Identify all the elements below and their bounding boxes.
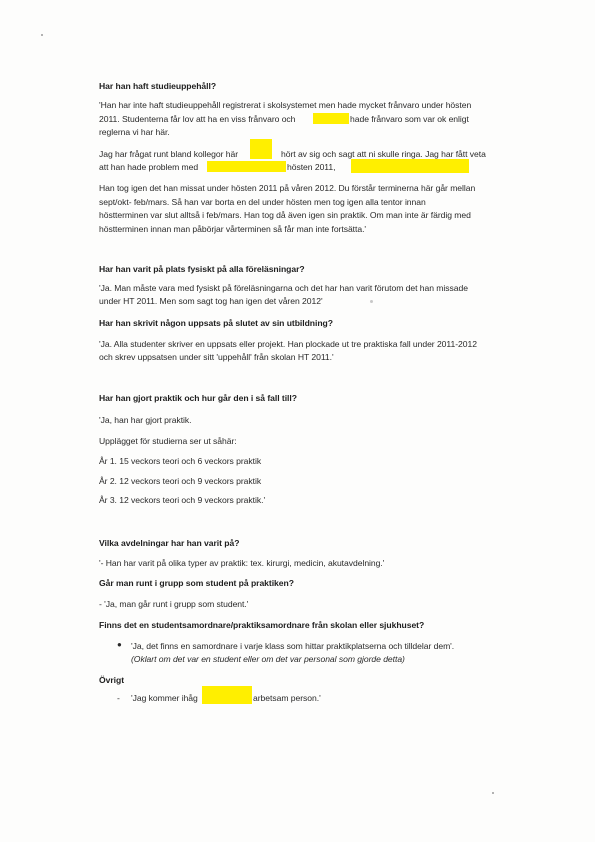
paragraph-line: 'Ja, han har gjort praktik. — [99, 415, 192, 425]
scan-speck — [41, 34, 43, 36]
redaction-mark — [202, 686, 252, 704]
heading-ovrigt: Övrigt — [99, 675, 125, 685]
redaction-mark — [207, 161, 286, 172]
paragraph-line: 2011. Studenterna får lov att ha en viss frånvaro och — [99, 114, 296, 124]
paragraph-line: under HT 2011. Men som sagt tog han igen det våren 2012' — [99, 296, 323, 306]
scan-speck — [370, 300, 373, 303]
heading-avdelningar: Vilka avdelningar har han varit på? — [99, 538, 240, 548]
paragraph-line: Upplägget för studierna ser ut såhär: — [99, 436, 237, 446]
paragraph-line: höstterminen innan man påbörjar vårterminen så får man inte fortsätta.' — [99, 224, 367, 234]
heading-studieuppehall: Har han haft studieuppehåll? — [99, 81, 217, 91]
paragraph-line: hösten 2011, — [287, 162, 336, 172]
paragraph-line: År 2. 12 veckors teori och 9 veckors praktik — [99, 476, 262, 486]
paragraph-line: hört av sig och sagt att ni skulle ringa. Jag har fått veta — [281, 149, 486, 159]
paragraph-line: 'Jag kommer ihåg — [131, 693, 198, 703]
paragraph-line: arbetsam person.' — [253, 693, 321, 703]
note-line: (Oklart om det var en student eller om det var personal som gjorde detta) — [131, 654, 405, 664]
bullet-icon: ● — [117, 640, 122, 649]
paragraph-line: 'Han har inte haft studieuppehåll registrerat i skolsystemet men hade mycket frånvaro under hösten — [99, 100, 472, 110]
paragraph-line: '- Han har varit på olika typer av praktik: tex. kirurgi, medicin, akutavdelning.' — [99, 558, 385, 568]
paragraph-line: 'Ja. Alla studenter skriver en uppsats eller projekt. Han plockade ut tre praktiska fall under 2011-2012 — [99, 339, 477, 349]
paragraph-line: höstterminen var slut alltså i feb/mars. Han tog då även igen sin praktik. Om man inte är färdig med — [99, 210, 471, 220]
paragraph-line: 'Ja. Man måste vara med fysiskt på föreläsningarna och det har han varit förutom det han missade — [99, 283, 468, 293]
redaction-mark — [250, 139, 272, 159]
paragraph-line: reglerna vi har här. — [99, 127, 170, 137]
heading-grupp: Går man runt i grupp som student på praktiken? — [99, 578, 294, 588]
heading-praktik: Har han gjort praktik och hur går den i så fall till? — [99, 393, 297, 403]
paragraph-line: sept/okt- feb/mars. Så han var borta en del under hösten men tog igen alla tentor innan — [99, 197, 426, 207]
redaction-mark — [313, 113, 349, 124]
paragraph-line: hade frånvaro som var ok enligt — [350, 114, 469, 124]
dash-icon: - — [117, 693, 120, 703]
paragraph-line: År 3. 12 veckors teori och 9 veckors praktik.' — [99, 495, 266, 505]
paragraph-line: Han tog igen det han missat under hösten 2011 på våren 2012. Du förstår terminerna här går mellan — [99, 183, 476, 193]
scan-speck — [492, 792, 494, 794]
heading-fysiskt: Har han varit på plats fysiskt på alla föreläsningar? — [99, 264, 305, 274]
paragraph-line: År 1. 15 veckors teori och 6 veckors praktik — [99, 456, 262, 466]
paragraph-line: - 'Ja, man går runt i grupp som student.' — [99, 599, 249, 609]
paragraph-line: Jag har frågat runt bland kollegor här — [99, 149, 239, 159]
heading-uppsats: Har han skrivit någon uppsats på slutet av sin utbildning? — [99, 318, 333, 328]
paragraph-line: och skrev uppsatsen under sitt 'uppehåll' från skolan HT 2011.' — [99, 352, 334, 362]
redaction-mark — [351, 159, 469, 173]
heading-samordnare: Finns det en studentsamordnare/praktiksamordnare från skolan eller sjukhuset? — [99, 620, 425, 630]
paragraph-line: att han hade problem med — [99, 162, 199, 172]
paragraph-line: 'Ja, det finns en samordnare i varje klass som hittar praktikplatserna och tilldelar dem'. — [131, 641, 455, 651]
